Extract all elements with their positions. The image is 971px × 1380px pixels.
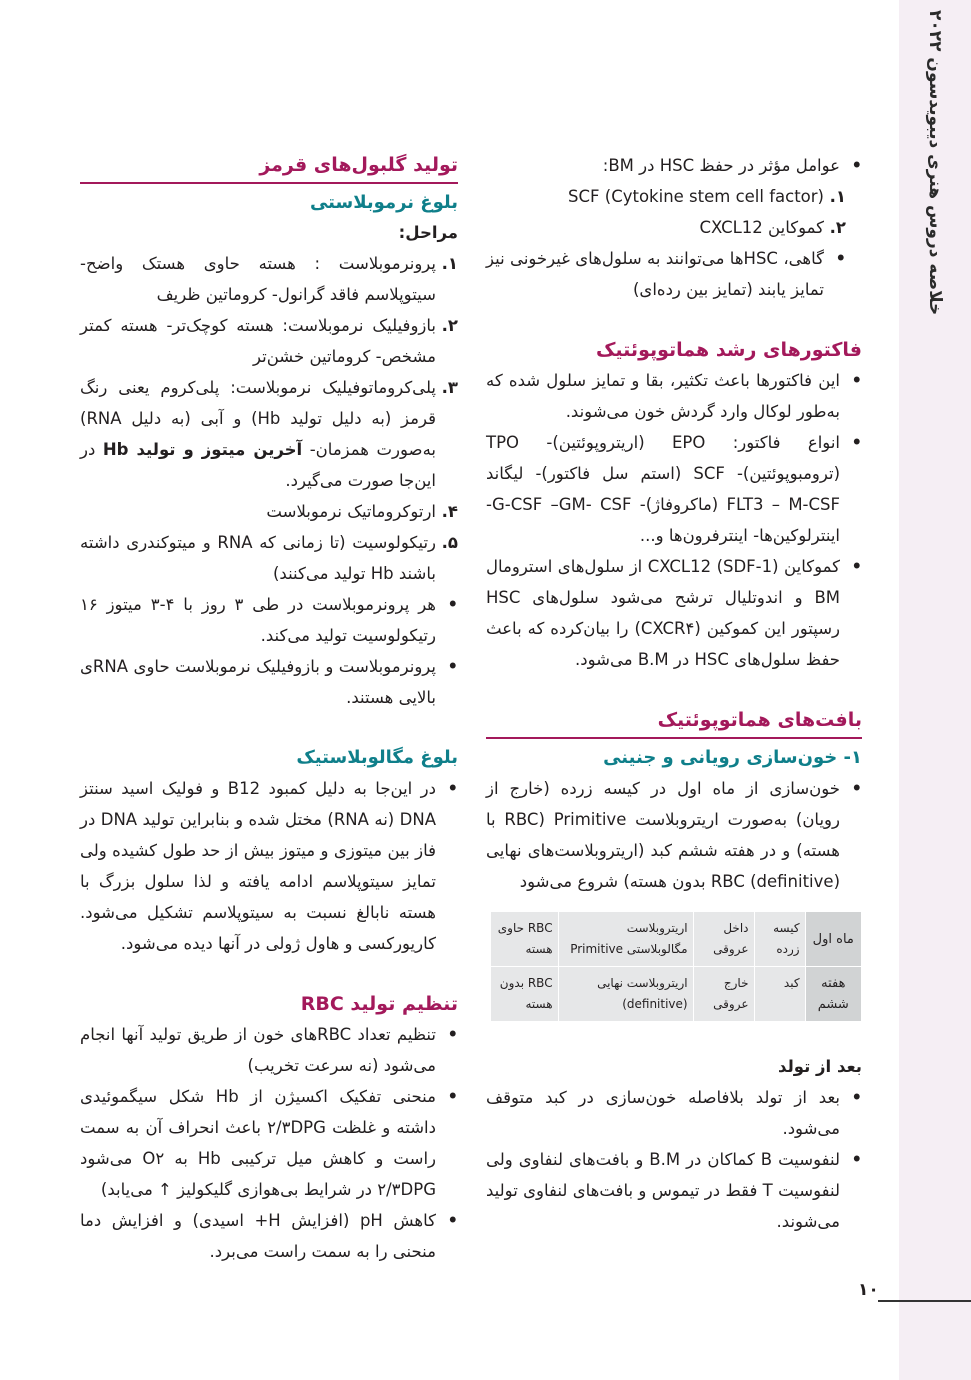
list-item: • کاهش pH (افزایش H+ اسیدی) و افزایش دما منحنی را به سمت راست می‌برد. bbox=[80, 1205, 458, 1267]
list-item: • بعد از تولد بلافاصله خون‌سازی در کبد متوقف می‌شود. bbox=[486, 1082, 862, 1144]
page-number: ۱۰ bbox=[858, 1280, 879, 1300]
list-item: • منحنی تفکیک اکسیژن از Hb شکل سیگموئیدی داشته و غلظت ۲/۳DPG باعث انحراف آن به سمت راست و کاهش میل ترکیبی Hb به O۲ می‌شود ۲/۳DPG در شرایط بی‌هوازی گلیکولیز ↑ می‌یابد) bbox=[80, 1081, 458, 1205]
bullet-icon: • bbox=[851, 1150, 862, 1169]
subsection-heading: بلوغ نرموبلاستی bbox=[309, 192, 458, 213]
list-item: • هر پرونرموبلاست در طی ۳ روز با ۴-۳ میتوز ۱۶ رتیکولوسیت تولید می‌کند. bbox=[80, 589, 458, 651]
bullet-icon: • bbox=[851, 433, 862, 452]
bullet-icon: • bbox=[447, 1025, 458, 1044]
table-cell: خارج عروقی bbox=[693, 967, 754, 1022]
subsection-heading: بعد از تولد bbox=[778, 1057, 862, 1076]
running-title: خلاصه دروس هنری دیبویدسون ۲۰۲۲ bbox=[925, 10, 945, 316]
bullet-icon: • bbox=[851, 371, 862, 390]
section-heading: تنظیم تولید RBC bbox=[300, 993, 458, 1015]
bullet-icon: • bbox=[851, 156, 862, 175]
list-item: • تنظیم تعداد RBCهای خون از طریق تولید آنها انجام می‌شود (نه سرعت تخریب) bbox=[80, 1019, 458, 1081]
table-row bbox=[491, 912, 862, 967]
table-cell: RBC بدون هسته bbox=[491, 967, 559, 1022]
bullet-icon: • bbox=[447, 595, 458, 614]
bullet-icon: • bbox=[835, 249, 846, 268]
hematopoiesis-table bbox=[490, 911, 862, 1022]
bullet-icon: • bbox=[447, 657, 458, 676]
table-cell: هفته ششم bbox=[805, 967, 861, 1022]
list-item: • کموکاین CXCL12 (SDF-1) از سلول‌های استرومال BM و اندوتلیال ترشح می‌شود سلول‌های HSC رسپتور این کموکین (CXCR۴) را بیان‌کرده که باعث حفظ سلول‌های HSC در B.M می‌شود. bbox=[486, 551, 862, 675]
bullet-icon: • bbox=[851, 557, 862, 576]
table-cell: اریتروبلاست نهایی (definitive) bbox=[558, 967, 693, 1022]
table-cell: کیسه زرده bbox=[754, 912, 805, 967]
list-item: ۳. پلی‌کروماتوفیلیک نرموبلاست: پلی‌کروم یعنی رنگ قرمز (به دلیل تولید Hb) و آبی (به دلیل RNA) به‌صورت همزمان- آخرین میتوز و تولید Hb در این‌جا صورت می‌گیرد. bbox=[80, 378, 458, 490]
list-item: ۴. ارتوکروماتیک نرموبلاست bbox=[266, 502, 458, 521]
list-item: • لنفوسیت B کماکان در B.M و بافت‌های لنفاوی ولی لنفوسیت T فقط در تیموس و بافت‌های لنفاوی تولید می‌شوند. bbox=[486, 1144, 862, 1237]
section-heading: بافت‌های هماتوپوئتیک bbox=[657, 709, 862, 731]
list-item: • خون‌سازی از ماه اول در کیسه زرده (خارج از رویان) به‌صورت اریتروبلاست Primitive (RBC با هسته) و در هفته ششم کبد (اریتروبلاست‌های نهایی (definitive) RBC بدون هسته) شروع می‌شود bbox=[486, 773, 862, 897]
bullet-icon: • bbox=[851, 779, 862, 798]
section-heading: فاکتورهای رشد هماتوپوئتیک bbox=[595, 339, 862, 361]
list-item: • انواع فاکتور: EPO (اریتروپوئتین)- TPO (ترومبوپوئتین)- SCF (استم سل فاکتور)- لیگاند FLT3 – M-CSF (ماکروفاژ)- G-CSF –GM- CSF- اینترلوکین‌ها- اینترفرون‌ها و... bbox=[486, 427, 862, 551]
list-item: ۲. کموکاین CXCL12 bbox=[699, 218, 846, 237]
table-cell: کبد bbox=[754, 967, 805, 1022]
left-column bbox=[80, 150, 458, 1267]
bullet-icon: • bbox=[447, 779, 458, 798]
table-cell: ماه اول bbox=[805, 912, 861, 967]
list-item: ۱. پرونرموبلاست : هسته حاوی هستک واضح- سیتوپلاسم فاقد گرانول- کروماتین ظریف bbox=[80, 254, 458, 304]
footer-rule bbox=[878, 1300, 971, 1302]
right-column bbox=[486, 150, 862, 1237]
subsection-heading: ۱- خون‌سازی رویانی و جنینی bbox=[603, 747, 862, 768]
list-item: ۵. رتیکولوسیت (تا زمانی که RNA و میتوکندری داشته باشند Hb تولید می‌کنند) bbox=[80, 533, 458, 583]
list-item: • عوامل مؤثر در حفظ HSC در BM: bbox=[486, 150, 862, 181]
list-item: • این فاکتورها باعث تکثیر، بقا و تمایز سلول شده که به‌طور لوکال وارد گردش خون می‌شوند. bbox=[486, 365, 862, 427]
bullet-icon: • bbox=[851, 1088, 862, 1107]
heading-underline bbox=[80, 182, 458, 184]
heading-underline bbox=[486, 737, 862, 739]
bullet-icon: • bbox=[447, 1211, 458, 1230]
list-item: ۲. بازوفیلیک نرموبلاست: هسته کوچک‌تر- هسته کمتر مشخص- کروماتین خشن‌تر bbox=[80, 316, 458, 366]
table-row bbox=[491, 967, 862, 1022]
list-item: • در این‌جا به دلیل کمبود B12 و فولیک اسید سنتز DNA (نه RNA) مختل شده و بنابراین تولید DNA در فاز بین میتوزی و میتوز بیش از حد طول کشیده ولی تمایز سیتوپلاسم ادامه یافته و لذا سلول بزرگ با هسته نابالغ نسبت به سیتوپلاسم تشکیل می‌شود. کاریورکسی و هاول ژولی در آنها دیده می‌شود. bbox=[80, 773, 458, 959]
list-item: • گاهی، HSCها می‌توانند به سلول‌های غیرخونی نیز تمایز یابند (تمایز بین رده‌ای) bbox=[486, 243, 862, 305]
list-item: • پرونرموبلاست و بازوفیلیک نرموبلاست حاوی RNAی بالایی هستند. bbox=[80, 651, 458, 713]
table-cell: اریتروبلاست مگالوبلاستی Primitive bbox=[558, 912, 693, 967]
stages-label: مراحل: bbox=[398, 223, 458, 242]
bullet-icon: • bbox=[447, 1087, 458, 1106]
section-heading: تولید گلبول‌های قرمز bbox=[259, 154, 458, 176]
list-item: ۱. SCF (Cytokine stem cell factor) bbox=[568, 187, 846, 206]
table-cell: RBC حاوی هسته bbox=[491, 912, 559, 967]
table-cell: داخل عروقی bbox=[693, 912, 754, 967]
subsection-heading: بلوغ مگالوبلاستیک bbox=[296, 747, 458, 768]
